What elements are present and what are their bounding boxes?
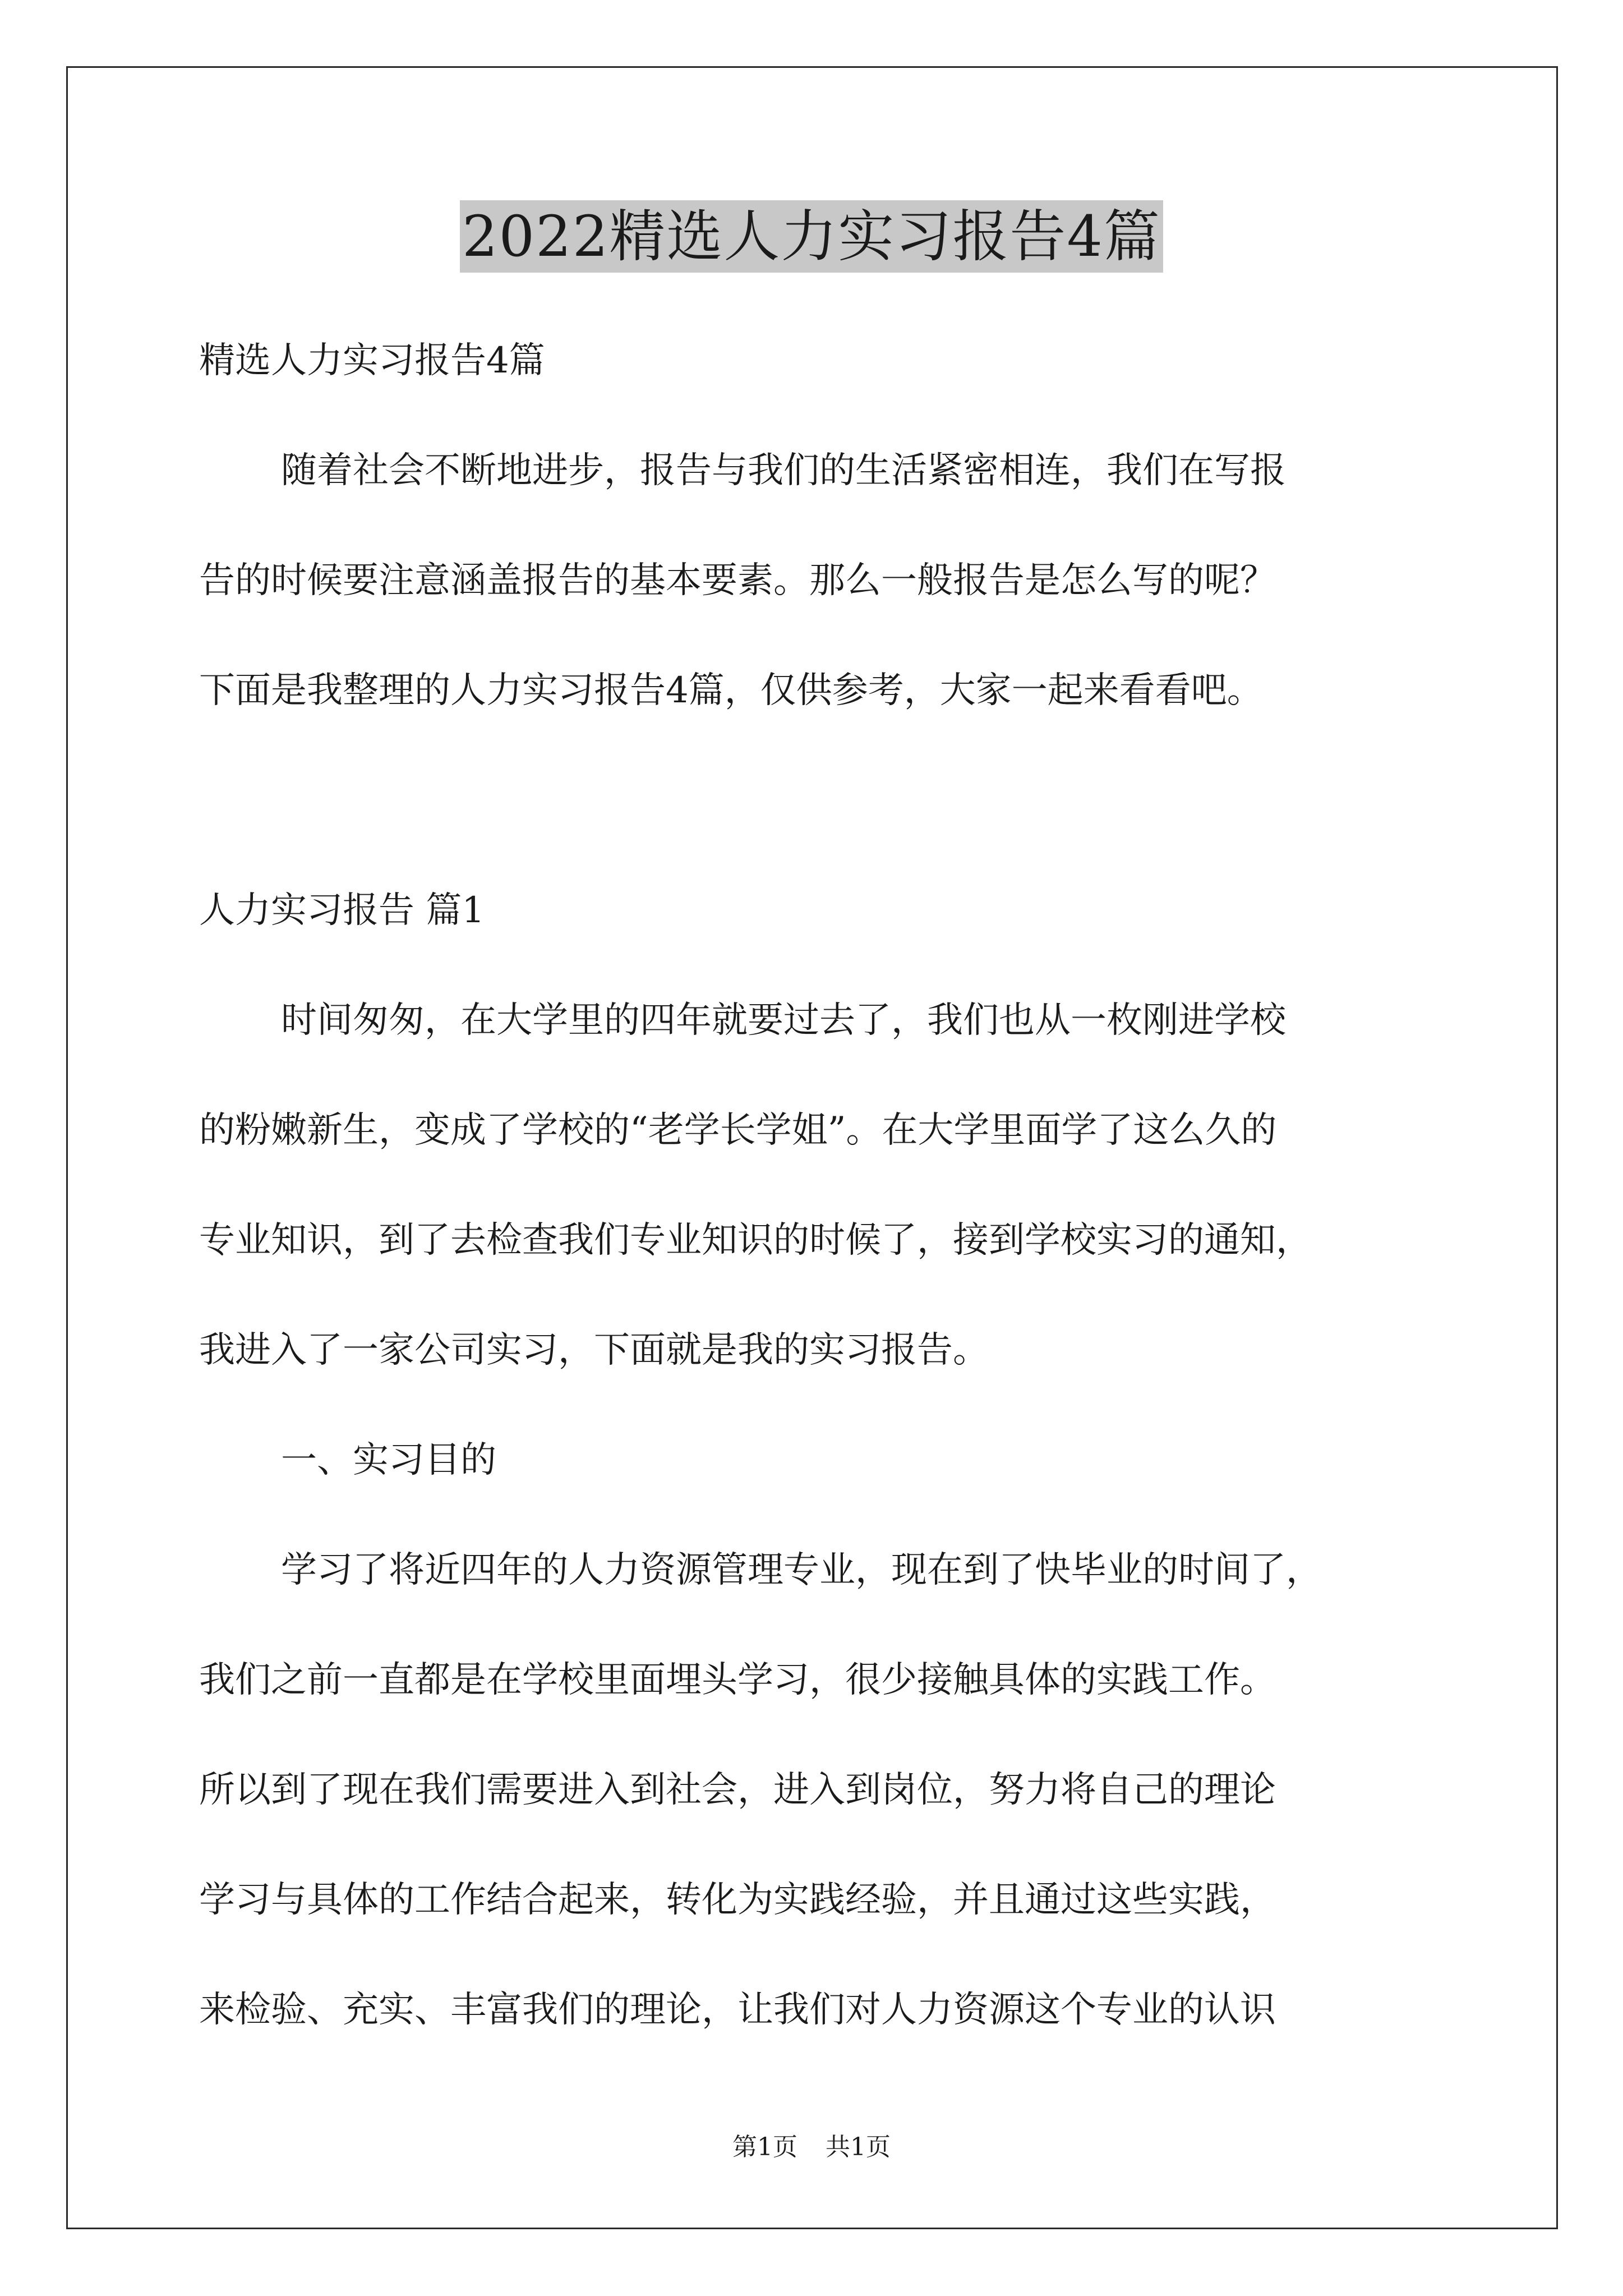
body-line: 专业知识，到了去检查我们专业知识的时候了，接到学校实习的通知， — [199, 1220, 1312, 1261]
body-line: 所以到了现在我们需要进入到社会，进入到岗位，努力将自己的理论 — [199, 1769, 1276, 1811]
blank-line — [199, 746, 1433, 855]
body-line: 时间匆匆，在大学里的四年就要过去了，我们也从一枚刚进学校 — [281, 1000, 1286, 1041]
body-line: 下面是我整理的人力实习报告4篇，仅供参考，大家一起来看看吧。 — [199, 670, 1263, 711]
document-title-text: 2022精选人力实习报告4篇 — [460, 200, 1163, 273]
body-line: 告的时候要注意涵盖报告的基本要素。那么一般报告是怎么写的呢？ — [199, 560, 1276, 601]
body-line: 来检验、充实、丰富我们的理论，让我们对人力资源这个专业的认识 — [199, 1989, 1276, 2031]
page-number: 第1页 — [732, 2133, 797, 2161]
body-line: 人力实习报告 篇1 — [199, 890, 485, 931]
body-line: 一、实习目的 — [281, 1439, 496, 1481]
page-footer — [0, 2131, 1623, 2164]
body-line: 学习与具体的工作结合起来，转化为实践经验，并且通过这些实践， — [199, 1879, 1276, 1921]
document-title — [0, 197, 1623, 276]
body-line: 的粉嫩新生，变成了学校的“老学长学姐”。在大学里面学了这么久的 — [199, 1110, 1277, 1151]
body-line: 我们之前一直都是在学校里面埋头学习，很少接触具体的实践工作。 — [199, 1659, 1276, 1701]
body-line: 精选人力实习报告4篇 — [199, 340, 545, 381]
body-line: 学习了将近四年的人力资源管理专业，现在到了快毕业的时间了， — [281, 1549, 1322, 1591]
body-line: 我进入了一家公司实习，下面就是我的实习报告。 — [199, 1329, 989, 1371]
page-total: 共1页 — [826, 2133, 891, 2161]
body-line: 随着社会不断地进步，报告与我们的生活紧密相连，我们在写报 — [281, 450, 1286, 491]
document-body — [199, 306, 1433, 2065]
